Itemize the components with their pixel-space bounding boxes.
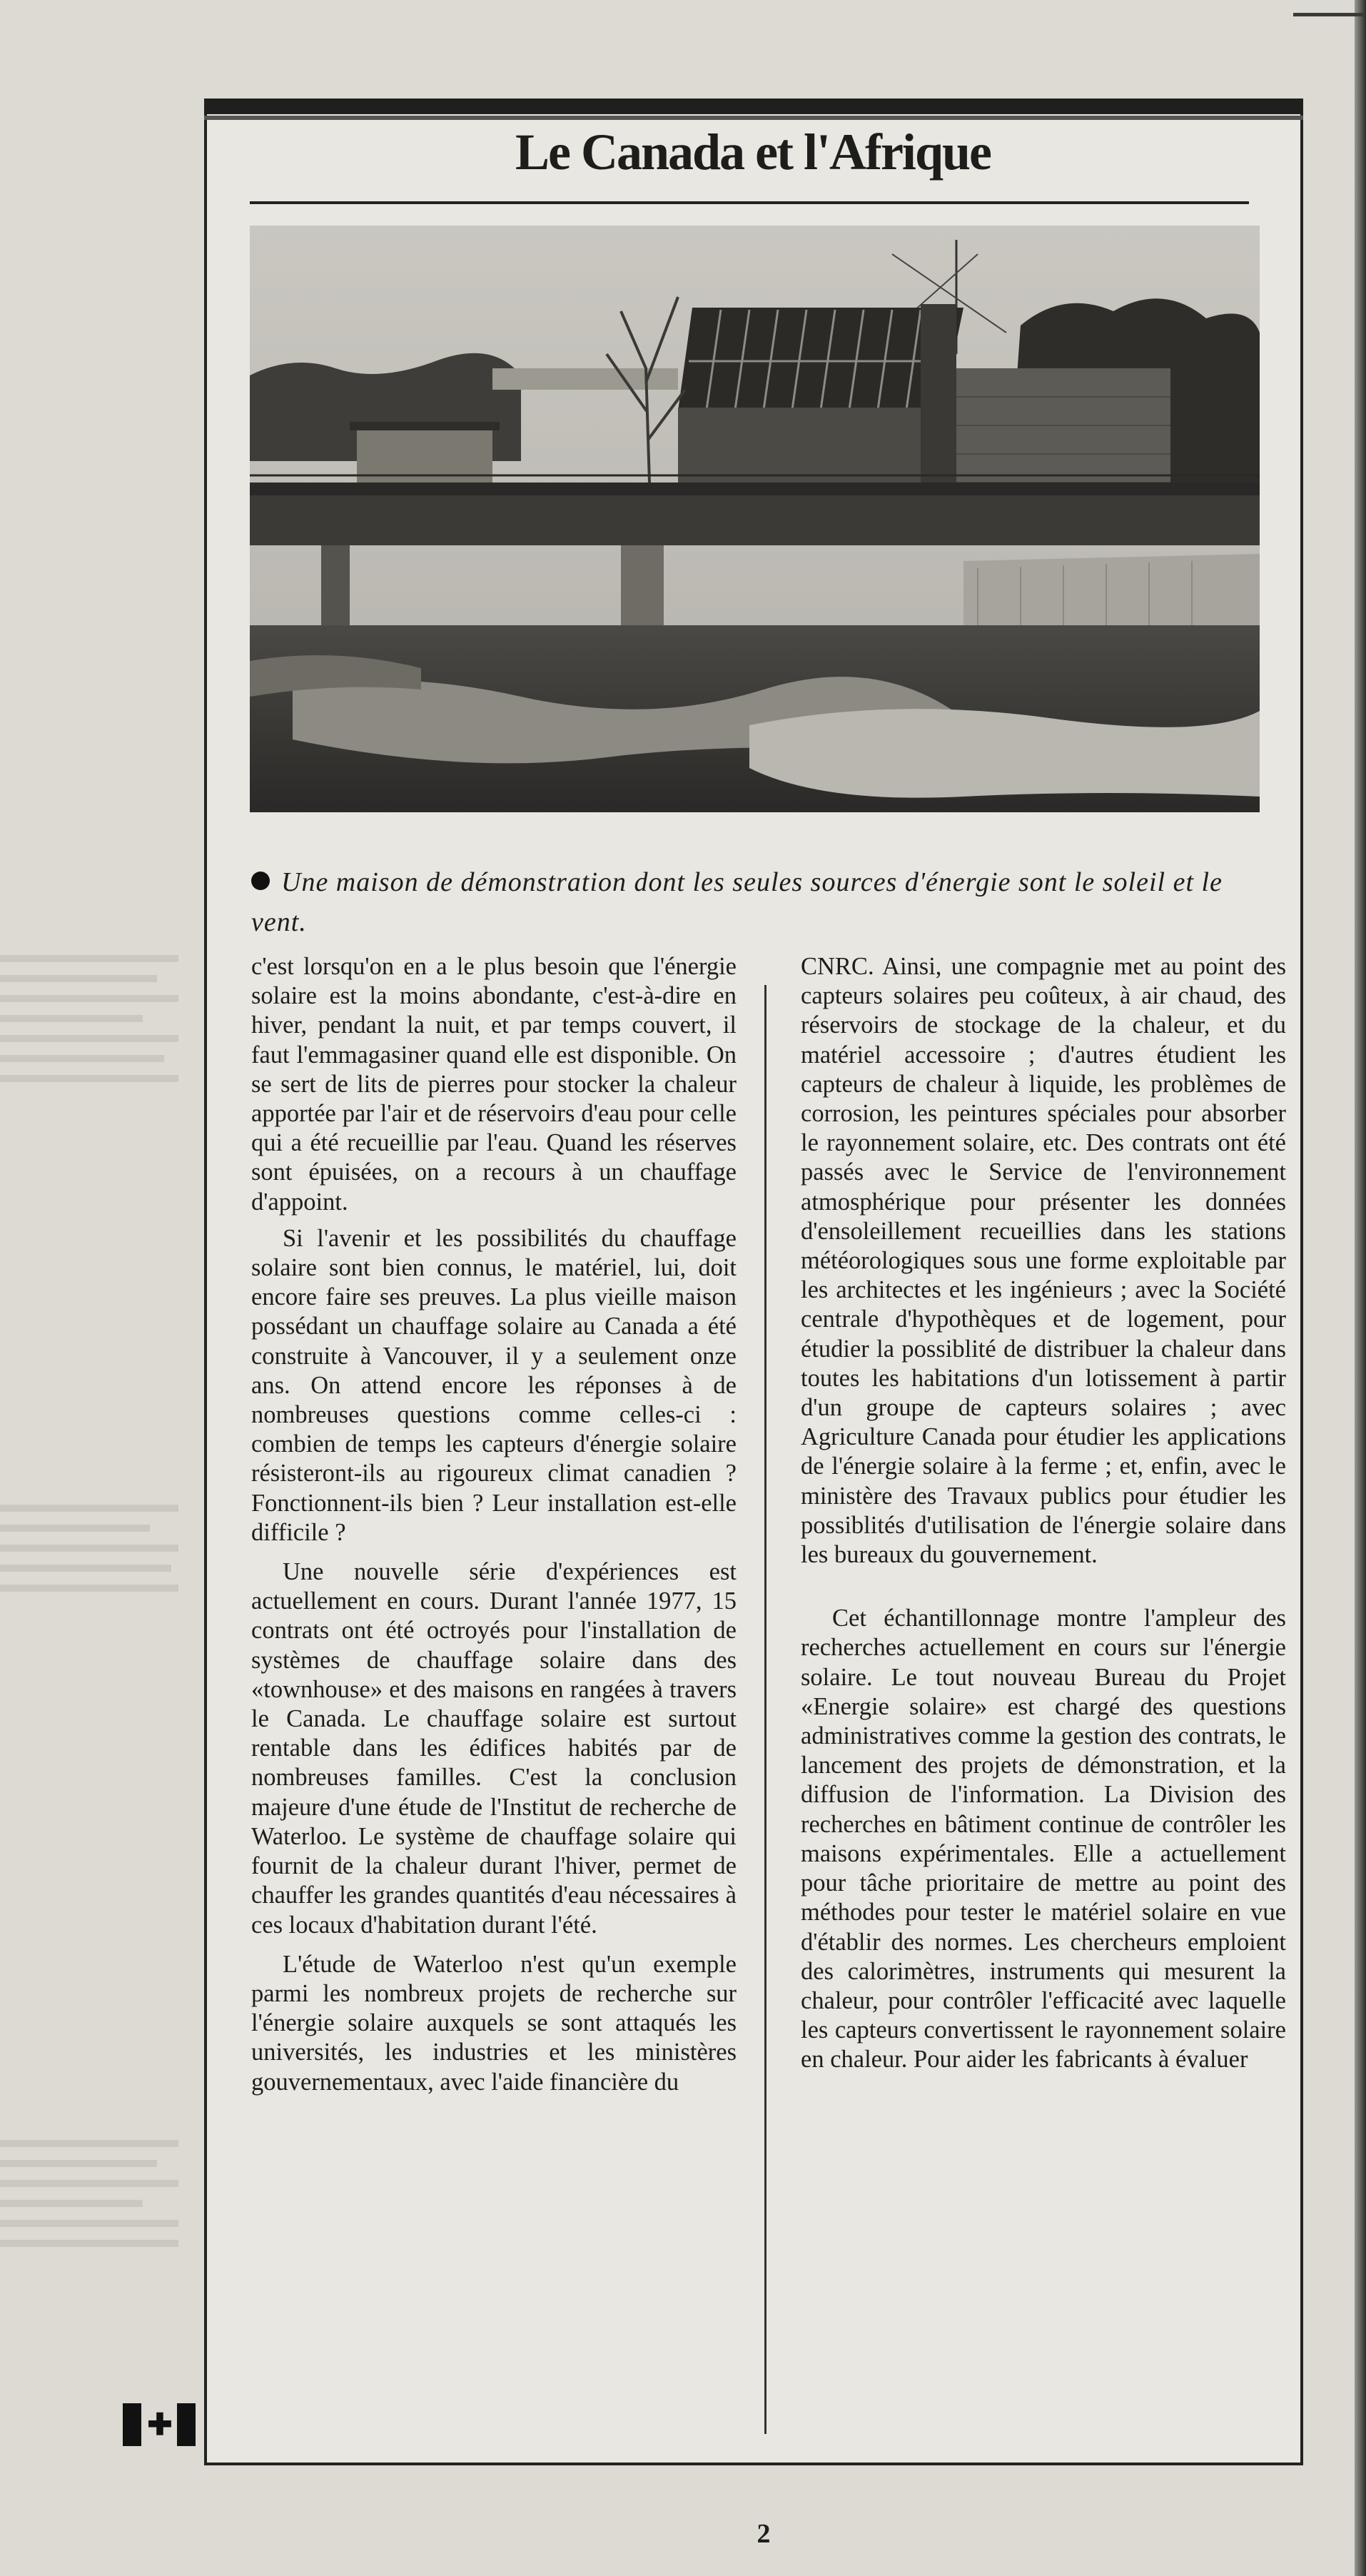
page-edge-rule (1293, 13, 1365, 16)
paragraph: Une nouvelle série d'expériences est actuellement en cours. Durant l'année 1977, 15 contrats ont été octroyés pour l'installation de systèmes de chauffage solaire dans des «townhouse» et des maisons en rangées à travers le Canada. Le chauffage solaire est surtout rentable dans les édifices habités par de nombreuses familles. C'est la conclusion majeure d'une étude de l'Institut de recherche de Waterloo. Le système de chauffage solaire qui fournit de la chaleur durant l'hiver, permet de chauffer les grandes quantités d'eau nécessaires à ces locaux d'habitation durant l'été. (251, 1558, 737, 1939)
canada-wordmark-logo (117, 2402, 201, 2448)
frame-top-bar-inner (204, 116, 1303, 120)
paragraph: Cet échantillonnage montre l'ampleur des recherches actuellement en cours sur l'énergie solaire. Le tout nouveau Bureau du Projet «Energie solaire» est chargé des questions administratives comme la gestion des contrats, le lancement des projets de démonstration, et la diffusion de l'information. La Division des recherches en bâtiment continue de contrôler les maisons expérimentales. Elle a actuellement pour tâche prioritaire de mettre au point des méthodes pour tester le matériel solaire en vue d'établir des normes. Les chercheurs emploient des calorimètres, instruments qui mesurent la chaleur, pour contrôler l'efficacité avec laquelle les capteurs convertissent le rayonnement solaire en chaleur. Pour aider les fabricants à évaluer (801, 1605, 1286, 2074)
column-divider (764, 985, 767, 2434)
figure-caption (251, 862, 1265, 942)
bleed-text-lines (0, 942, 178, 1095)
page-title: Le Canada et l'Afrique (515, 123, 991, 181)
article-column-right (801, 952, 1286, 2075)
page-number: 2 (757, 2519, 771, 2549)
flag-bar-left (123, 2403, 141, 2446)
maple-leaf-icon: ✚ (147, 2409, 171, 2442)
photo-illustration (250, 226, 1260, 812)
demonstration-house-photo (250, 226, 1260, 812)
paragraph: Si l'avenir et les possibilités du chauffage solaire sont bien connus, le matériel, lui, doit encore faire ses preuves. La plus vieille maison possédant un chauffage solaire au Canada a été construite à Vancouver, il y a seulement onze ans. On attend encore les réponses à de nombreuses questions comme celles-ci : combien de temps les capteurs d'énergie solaire résisteront-ils au rigoureux climat canadien ? Fonctionnent-ils bien ? Leur installation est-elle difficile ? (251, 1224, 737, 1546)
page-edge-shadow (1355, 0, 1366, 2576)
caption-bullet-icon (251, 872, 270, 890)
paragraph: CNRC. Ainsi, une compagnie met au point des capteurs solaires peu coûteux, à air chaud, des réservoirs de stockage de la chaleur, et du matériel accessoire ; d'autres étudient les capteurs de chaleur à liquide, les problèmes de corrosion, les peintures spéciales pour absorber le rayonnement solaire, etc. Des contrats ont été passés avec le Service de l'environnement atmosphérique pour présenter les données d'ensoleillement recueillies dans les stations météorologiques sous une forme exploitable par les architectes et les ingénieurs ; avec la Société centrale d'hypothèques et de logement, pour étudier la possiblité de distribuer la chaleur dans toutes les habitations d'un lotissement à partir d'un groupe de capteurs solaires ; avec Agriculture Canada pour étudier les applications de l'énergie solaire à la ferme ; et, enfin, avec le ministère des Travaux publics pour étudier les possiblités d'utilisation de l'énergie solaire dans les bureaux du gouvernement. (801, 953, 1286, 1569)
paragraph: L'étude de Waterloo n'est qu'un exemple parmi les nombreux projets de recherche sur l'énergie solaire auxquels se sont attaqués les universités, les industries et les ministères gouvernementaux, avec l'aide financière du (251, 1950, 737, 2096)
bleed-text-lines (0, 2127, 178, 2260)
paragraph: c'est lorsqu'on en a le plus besoin que l'énergie solaire est la moins abondante, c'est-à-dire en hiver, pendant la nuit, et par temps couvert, il faut l'emmagasiner quand elle est disponible. On se sert de lits de pierres pour stocker la chaleur apportée par l'air et de réservoirs d'eau pour celle qui a été recueillie par l'eau. Quand les réserves sont épuisées, on a recours à un chauffage d'appoint. (251, 953, 737, 1216)
frame-top-bar (204, 99, 1303, 114)
title-rule (250, 201, 1249, 204)
flag-bar-right (177, 2403, 196, 2446)
caption-text: Une maison de démonstration dont les seules sources d'énergie sont le soleil et le vent. (251, 867, 1223, 937)
article-column-left (251, 952, 737, 2097)
bleed-text-lines (0, 1492, 178, 1605)
facing-page-bleed (0, 0, 214, 2576)
